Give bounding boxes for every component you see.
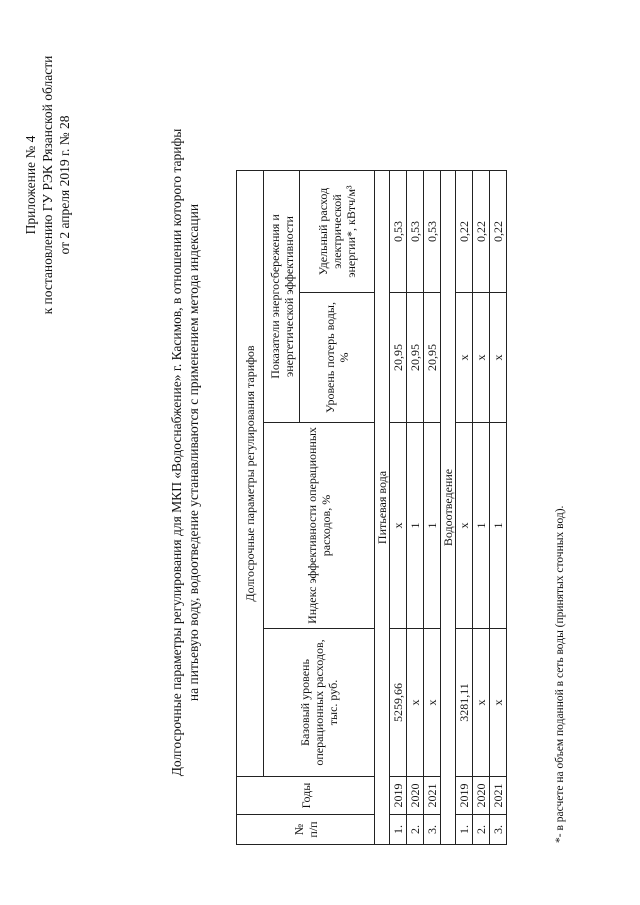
row-base-level: х bbox=[407, 629, 424, 777]
header-specific-consumption: Удельный расход электрической энергии*, кВтч/м³ bbox=[300, 171, 375, 293]
row-specific: 0,22 bbox=[490, 171, 507, 293]
table-row bbox=[456, 171, 473, 845]
row-specific: 0,22 bbox=[456, 171, 473, 293]
header-water-loss: Уровень потерь воды, % bbox=[300, 293, 375, 423]
header-base-level: Базовый уровень операционных расходов, тыс. руб. bbox=[264, 629, 375, 777]
appendix-date: от 2 апреля 2019 г. № 28 bbox=[57, 115, 72, 255]
appendix-resolution: к постановлению ГУ РЭК Рязанской области bbox=[40, 55, 55, 315]
row-year: 2019 bbox=[456, 777, 473, 815]
tariff-parameters-table bbox=[236, 170, 507, 845]
header-energy-indicators: Показатели энергосбережения и энергетической эффективности bbox=[264, 171, 300, 423]
header-efficiency-index: Индекс эффективности операционных расходов, % bbox=[264, 423, 375, 629]
row-year: 2020 bbox=[407, 777, 424, 815]
row-year: 2019 bbox=[390, 777, 407, 815]
row-base-level: 5259,66 bbox=[390, 629, 407, 777]
row-num: 2. bbox=[473, 815, 490, 845]
row-num: 3. bbox=[490, 815, 507, 845]
row-loss: х bbox=[490, 293, 507, 423]
header-long-term-params: Долгосрочные параметры регулирования тарифов bbox=[237, 171, 264, 777]
row-num: 3. bbox=[424, 815, 441, 845]
row-efficiency: 1 bbox=[473, 423, 490, 629]
row-efficiency: х bbox=[456, 423, 473, 629]
row-year: 2020 bbox=[473, 777, 490, 815]
row-efficiency: х bbox=[390, 423, 407, 629]
title-line-1: Долгосрочные параметры регулирования для МКП «Водоснабжение» г. Касимов, в отношении которого тарифы bbox=[169, 128, 184, 777]
row-efficiency: 1 bbox=[490, 423, 507, 629]
table-row bbox=[424, 171, 441, 845]
row-base-level: 3281,11 bbox=[456, 629, 473, 777]
row-specific: 0,53 bbox=[407, 171, 424, 293]
section-wastewater: Водоотведение bbox=[441, 171, 456, 845]
row-specific: 0,53 bbox=[390, 171, 407, 293]
footnote: *- в расчете на объем поданной в сеть воды (принятых сточных вод). bbox=[554, 505, 566, 843]
table-row bbox=[473, 171, 490, 845]
row-num: 2. bbox=[407, 815, 424, 845]
row-specific: 0,22 bbox=[473, 171, 490, 293]
row-base-level: х bbox=[473, 629, 490, 777]
table-row bbox=[490, 171, 507, 845]
row-base-level: х bbox=[424, 629, 441, 777]
row-loss: 20,95 bbox=[407, 293, 424, 423]
row-efficiency: 1 bbox=[424, 423, 441, 629]
table-row bbox=[407, 171, 424, 845]
row-loss: х bbox=[473, 293, 490, 423]
section-drinking-water: Питьевая вода bbox=[375, 171, 390, 845]
row-num: 1. bbox=[456, 815, 473, 845]
title-line-2: на питьевую воду, водоотведение устанавливаются с применением метода индексации bbox=[186, 203, 201, 702]
row-num: 1. bbox=[390, 815, 407, 845]
row-loss: 20,95 bbox=[390, 293, 407, 423]
row-specific: 0,53 bbox=[424, 171, 441, 293]
row-base-level: х bbox=[490, 629, 507, 777]
table-row bbox=[390, 171, 407, 845]
appendix-number: Приложение № 4 bbox=[23, 135, 38, 235]
row-year: 2021 bbox=[490, 777, 507, 815]
document-title bbox=[168, 0, 202, 905]
row-year: 2021 bbox=[424, 777, 441, 815]
row-loss: х bbox=[456, 293, 473, 423]
row-efficiency: 1 bbox=[407, 423, 424, 629]
row-loss: 20,95 bbox=[424, 293, 441, 423]
header-years: Годы bbox=[237, 777, 375, 815]
appendix-header bbox=[22, 25, 73, 345]
header-num: № п/п bbox=[237, 815, 375, 845]
